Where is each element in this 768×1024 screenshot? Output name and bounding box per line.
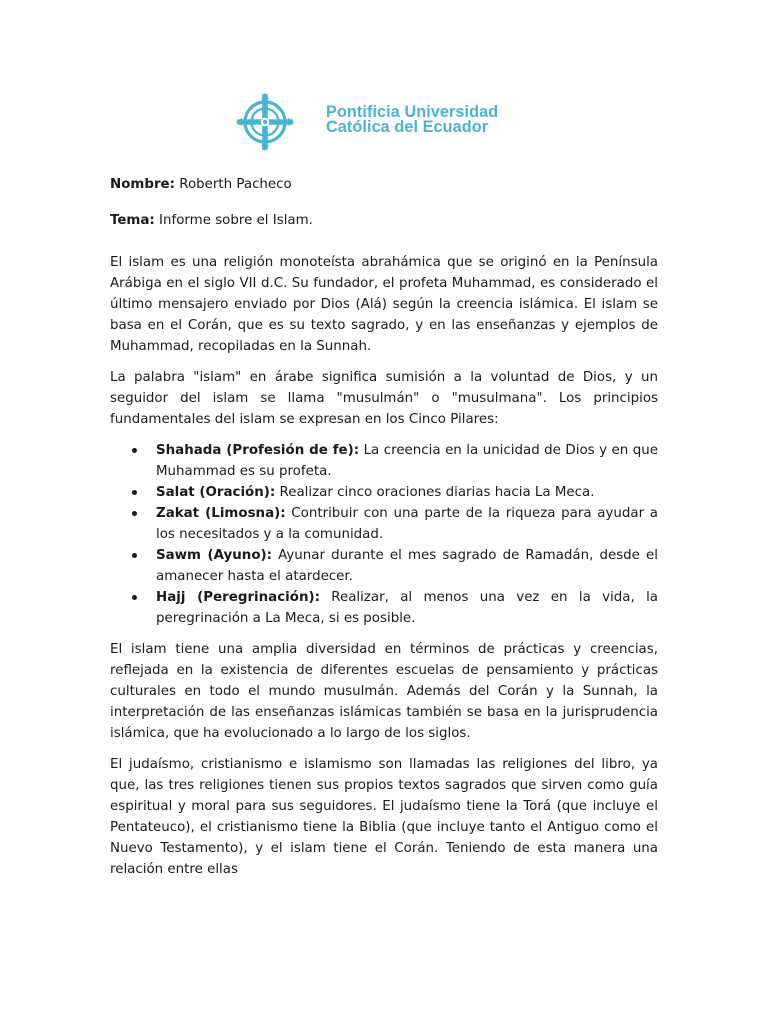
bullet-icon	[132, 490, 137, 495]
list-item	[110, 503, 658, 545]
pillar-text: La creencia en la unicidad de Dios y en que Muhammad es su profeta.	[156, 443, 658, 479]
bullet-icon	[132, 511, 137, 516]
bullet-icon	[132, 448, 137, 453]
document-body	[110, 174, 658, 890]
pillar-text: Realizar, al menos una vez en la vida, la peregrinación a La Meca, si es posible.	[156, 590, 658, 626]
topic-line	[110, 210, 658, 231]
pillar-text: Ayunar durante el mes sagrado de Ramadán, desde el amanecer hasta el atardecer.	[156, 548, 659, 584]
intro-paragraph: El islam es una religión monoteísta abrahámica que se originó en la Península Arábiga en el siglo VII d.C. Su fundador, el profeta Muhammad, es considerado el último mensajero enviado por Dios (Alá) según la creencia islámica. El islam se basa en el Corán, que es su texto sagrado, y en las enseñanzas y ejemplos de Muhammad, recopiladas en la Sunnah.	[110, 255, 658, 354]
list-item	[110, 440, 658, 482]
university-logo	[236, 92, 536, 152]
bullet-icon	[132, 553, 137, 558]
logo-line-2: Católica del Ecuador	[326, 118, 489, 136]
list-item	[110, 587, 658, 629]
religions-of-book-paragraph: El judaísmo, cristianismo e islamismo son llamadas las religiones del libro, ya que, las tres religiones tienen sus propios textos sagrados que sirven como guía espiritual y moral para sus seguidores. El judaísmo tiene la Torá (que incluye el Pentateuco), el cristianismo tiene la Biblia (que incluye tanto el Antiguo como el Nuevo Testamento), y el islam tiene el Corán. Teniendo de esta manera una relación entre ellas	[110, 757, 658, 877]
logo-line-1: Pontificia Universidad	[326, 103, 499, 121]
pillar-text: Contribuir con una parte de la riqueza para ayudar a los necesitados y a la comunidad.	[156, 506, 658, 542]
pillar-name: Salat (Oración):	[156, 485, 276, 500]
bullet-icon	[132, 595, 137, 600]
pillar-name: Hajj (Peregrinación):	[156, 590, 320, 605]
topic-label: Tema:	[110, 213, 155, 228]
pillar-name: Shahada (Profesión de fe):	[156, 443, 360, 458]
pillar-name: Zakat (Limosna):	[156, 506, 286, 521]
name-label: Nombre:	[110, 177, 175, 192]
cross-compass-emblem-icon	[236, 93, 294, 151]
pillar-text: Realizar cinco oraciones diarias hacia La Meca.	[275, 485, 595, 500]
meaning-paragraph: La palabra "islam" en árabe significa sumisión a la voluntad de Dios, y un seguidor del islam se llama "musulmán" o "musulmana". Los principios fundamentales del islam se expresan en los Cinco Pilares:	[110, 370, 658, 427]
list-item	[110, 482, 658, 503]
topic-value: Informe sobre el Islam.	[154, 213, 313, 228]
list-item	[110, 545, 658, 587]
diversity-paragraph: El islam tiene una amplia diversidad en términos de prácticas y creencias, reflejada en la existencia de diferentes escuelas de pensamiento y prácticas culturales en todo el mundo musulmán. Además del Corán y la Sunnah, la interpretación de las enseñanzas islámicas también se basa en la jurisprudencia islámica, que ha evolucionado a lo largo de los siglos.	[110, 642, 658, 741]
five-pillars-list	[110, 440, 658, 629]
student-name-line	[110, 174, 658, 195]
university-name	[326, 105, 498, 135]
name-value: Roberth Pacheco	[175, 177, 292, 192]
pillar-name: Sawm (Ayuno):	[156, 548, 273, 563]
